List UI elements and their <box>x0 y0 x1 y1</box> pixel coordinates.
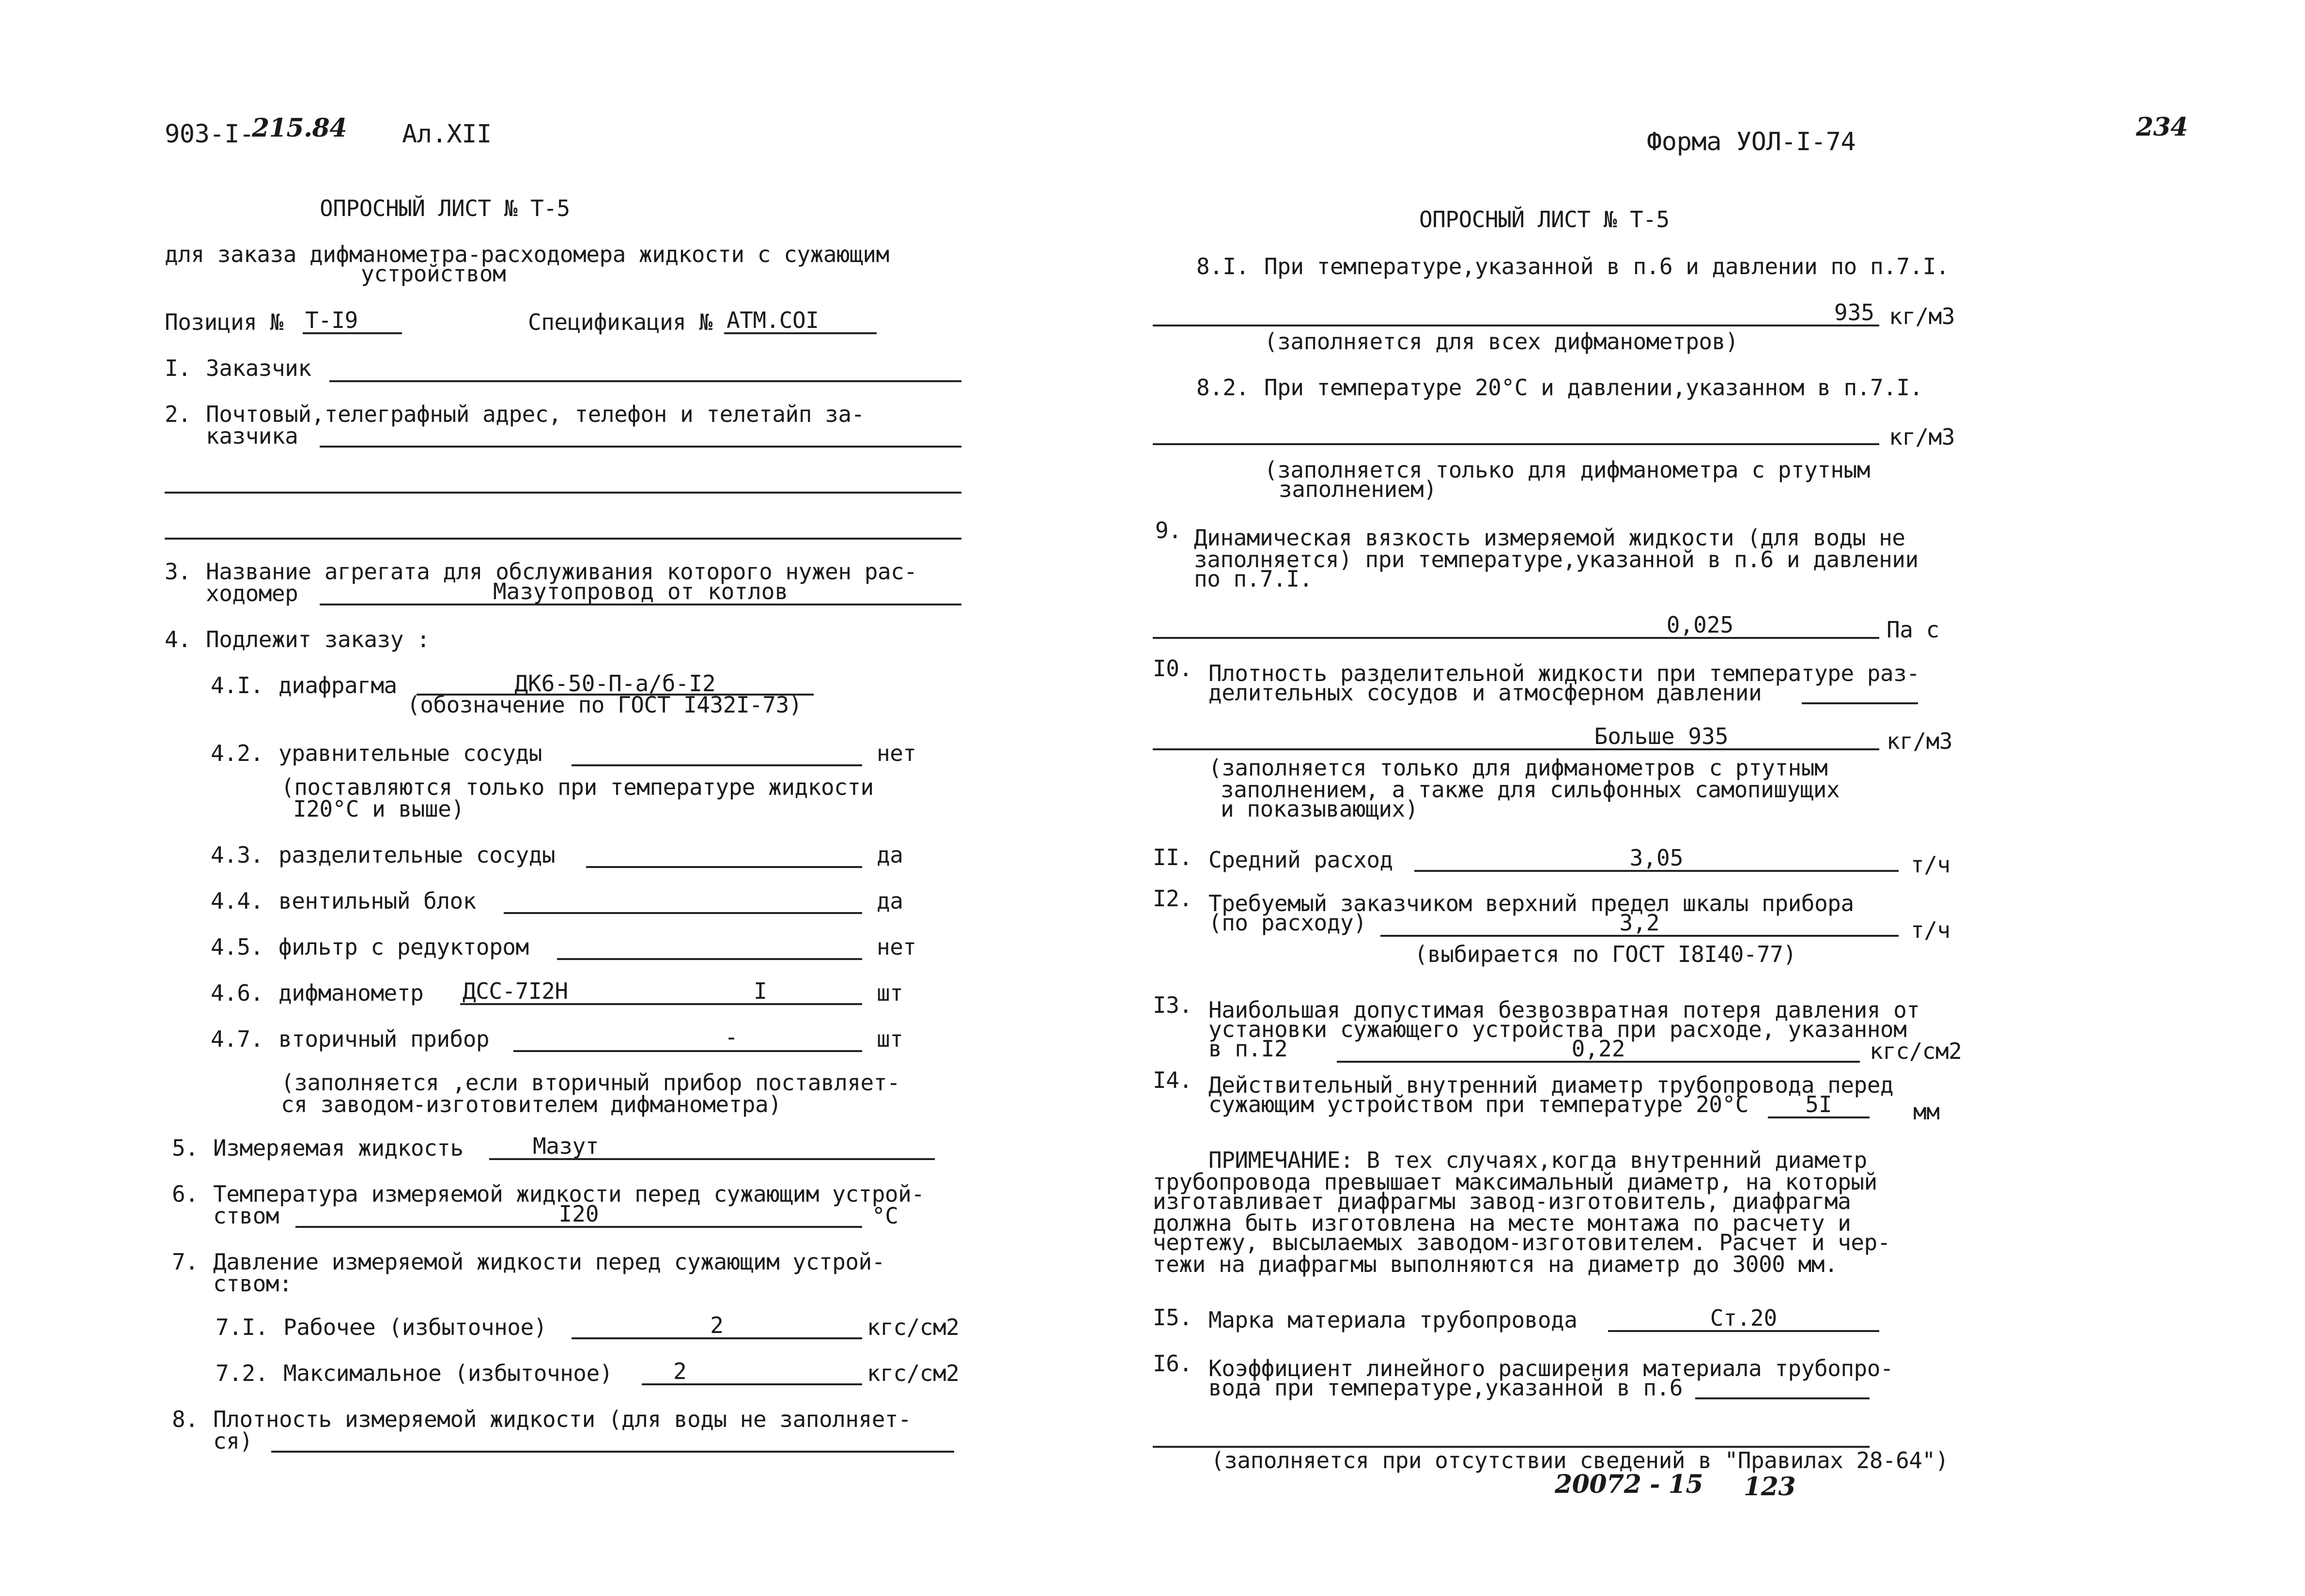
document-code-handwritten: 215.84 <box>252 113 347 143</box>
item-4-5-number: 4.5. <box>211 934 263 960</box>
item-11-label: Средний расход <box>1208 847 1393 873</box>
item-4-label: Подлежит заказу : <box>206 626 430 652</box>
item-13-line-2: установки сужающего устройства при расходе, указанном <box>1208 1016 1907 1042</box>
item-15-label: Марка материала трубопровода <box>1208 1307 1578 1333</box>
item-10-note-2: заполнением, а также для сильфонных самопишущих <box>1221 776 1840 803</box>
item-4-2-number: 4.2. <box>211 740 263 766</box>
item-6-line-1: Температура измеряемой жидкости перед сужающим устрой- <box>213 1181 925 1207</box>
item-2-line-2: казчика <box>206 423 298 449</box>
item-8-line-1: Плотность измеряемой жидкости (для воды не заполняет- <box>213 1406 912 1432</box>
item-4-7-number: 4.7. <box>211 1026 263 1052</box>
item-16-note: (заполняется при отсутствии сведений в "Правилах 28-64") <box>1211 1447 1949 1473</box>
note-line-2: трубопровода превышает максимальный диаметр, на который <box>1153 1169 1877 1195</box>
item-15-underline <box>1608 1330 1879 1332</box>
item-4-3-value: да <box>877 842 903 868</box>
item-4-2-note-1: (поставляются только при температуре жидкости <box>281 774 874 800</box>
item-11-number: II. <box>1153 844 1192 870</box>
item-9-unit: Па с <box>1887 617 1939 643</box>
page-number-handwritten: 234 <box>2136 112 2188 142</box>
item-10-underline-a <box>1802 702 1918 704</box>
item-1-label: Заказчик <box>206 355 311 381</box>
spec-underline <box>724 332 877 334</box>
item-7-number: 7. <box>172 1249 199 1275</box>
item-4-2-underline <box>572 764 862 766</box>
item-13-number: I3. <box>1153 992 1192 1018</box>
item-13-underline <box>1337 1061 1860 1063</box>
item-11-underline <box>1414 870 1899 872</box>
item-2-number: 2. <box>165 401 191 427</box>
album-label: Ал.XII <box>402 120 492 149</box>
item-14-line-2: сужающим устройством при температуре 20°С <box>1208 1091 1748 1117</box>
subtitle-line-1: для заказа дифманометра-расходомера жидкости с сужающим <box>165 241 889 267</box>
item-6-value: I20 <box>558 1201 599 1227</box>
item-7-2-unit: кгс/см2 <box>867 1360 959 1386</box>
position-underline <box>303 332 402 334</box>
item-13-unit: кгс/см2 <box>1870 1038 1962 1064</box>
item-13-line-1: Наибольшая допустимая безвозвратная потеря давления от <box>1208 997 1920 1023</box>
item-12-number: I2. <box>1153 885 1192 912</box>
item-4-1-label: диафрагма <box>278 672 397 698</box>
item-16-line-1: Коэффициент линейного расширения материала трубопро- <box>1208 1355 1894 1381</box>
item-8-1-note: (заполняется для всех дифманометров) <box>1264 328 1738 355</box>
item-13-value: 0,22 <box>1571 1036 1625 1062</box>
item-4-5-label: фильтр с редуктором <box>278 934 529 960</box>
note-line-1: ПРИМЕЧАНИЕ: В тех случаях,когда внутренний диаметр <box>1208 1147 1867 1173</box>
item-13-line-3: в п.I2 <box>1208 1036 1288 1062</box>
item-12-line-1: Требуемый заказчиком верхний предел шкалы прибора <box>1208 890 1854 916</box>
item-4-1-value: ДК6-50-П-а/б-I2 <box>514 670 716 697</box>
item-14-line-1: Действительный внутренний диаметр трубопровода перед <box>1208 1072 1894 1098</box>
item-3-value: Мазутопровод от котлов <box>493 578 789 604</box>
item-7-2-number: 7.2. <box>216 1360 268 1386</box>
note-line-5: чертежу, высылаемых заводом-изготовителем. Расчет и чер- <box>1153 1229 1890 1255</box>
footer-handwritten-code: 123 <box>1744 1472 1796 1502</box>
item-3-line-2: ходомер <box>206 580 298 606</box>
item-8-line-2: ся) <box>213 1428 253 1454</box>
item-4-2-note-2: I20°С и выше) <box>293 796 464 822</box>
item-4-7-unit: шт <box>877 1026 903 1052</box>
item-6-underline <box>295 1226 862 1228</box>
address-field-line-1 <box>320 446 961 448</box>
item-4-2-label: уравнительные сосуды <box>278 740 542 766</box>
spec-value: АТМ.СОI <box>727 307 819 333</box>
item-10-line-2: делительных сосудов и атмосферном давлении <box>1208 680 1762 706</box>
item-11-unit: т/ч <box>1911 852 1950 878</box>
item-4-7-label: вторичный прибор <box>278 1026 490 1052</box>
item-4-4-value: да <box>877 888 903 914</box>
item-4-6-quantity: I <box>754 978 767 1004</box>
item-15-number: I5. <box>1153 1304 1192 1331</box>
item-4-7-note-1: (заполняется ,если вторичный прибор поставляет- <box>281 1069 900 1096</box>
item-1-number: I. <box>165 355 191 381</box>
item-12-value: 3,2 <box>1619 910 1660 936</box>
item-10-value: Больше 935 <box>1594 723 1729 749</box>
item-8-2-unit: кг/м3 <box>1889 424 1955 450</box>
item-4-3-underline <box>586 866 862 868</box>
item-11-value: 3,05 <box>1629 845 1684 871</box>
address-field-line-3 <box>165 538 961 540</box>
item-8-2-note-2: заполнением) <box>1279 476 1437 502</box>
address-field-line-2 <box>165 492 961 494</box>
item-7-line-1: Давление измеряемой жидкости перед сужающим устрой- <box>213 1249 885 1275</box>
item-10-number: I0. <box>1153 655 1192 682</box>
item-9-number: 9. <box>1155 517 1182 543</box>
item-14-underline <box>1768 1116 1870 1118</box>
item-16-line-2: вода при температуре,указанной в п.6 <box>1208 1375 1683 1401</box>
form-label: Форма УОЛ-I-74 <box>1647 127 1856 156</box>
item-4-2-value: нет <box>877 740 916 766</box>
item-12-note: (выбирается по ГОСТ I8I40-77) <box>1414 941 1796 967</box>
item-4-4-underline <box>504 912 862 914</box>
item-7-line-2: ством: <box>213 1271 293 1297</box>
note-line-4: должна быть изготовлена на месте монтажа по расчету и <box>1153 1210 1851 1236</box>
item-4-5-value: нет <box>877 934 916 960</box>
item-4-4-number: 4.4. <box>211 888 263 914</box>
item-4-6-underline <box>460 1003 862 1005</box>
item-9-underline <box>1153 637 1879 639</box>
item-8-1-unit: кг/м3 <box>1889 303 1955 329</box>
item-10-unit: кг/м3 <box>1887 728 1952 754</box>
item-16-number: I6. <box>1153 1350 1192 1377</box>
note-line-6: тежи на диафрагмы выполняются на диаметр до 3000 мм. <box>1153 1251 1838 1277</box>
item-10-underline-b <box>1153 748 1879 750</box>
item-6-line-2: ством <box>213 1203 279 1229</box>
item-4-1-number: 4.I. <box>211 672 263 698</box>
item-9-line-2: заполняется) при температуре,указанной в п.6 и давлении <box>1194 546 1918 573</box>
item-3-line-1: Название агрегата для обслуживания которого нужен рас- <box>206 558 917 585</box>
item-4-7-underline <box>513 1050 862 1052</box>
item-8-1-number: 8.I. <box>1196 253 1249 279</box>
item-4-3-label: разделительные сосуды <box>278 842 556 868</box>
item-4-1-note: (обозначение по ГОСТ I432I-73) <box>407 692 802 718</box>
left-page <box>0 0 1133 1596</box>
footer-handwritten-number: 20072 - 15 <box>1555 1470 1703 1499</box>
item-6-number: 6. <box>172 1181 199 1207</box>
item-4-number: 4. <box>165 626 191 652</box>
item-5-number: 5. <box>172 1135 199 1161</box>
item-5-label: Измеряемая жидкость <box>213 1135 464 1161</box>
item-8-2-underline <box>1153 443 1879 445</box>
item-4-6-unit: шт <box>877 980 903 1006</box>
item-4-6-model: ДСС-7I2Н <box>463 978 568 1004</box>
item-7-1-underline <box>572 1337 862 1339</box>
item-4-3-number: 4.3. <box>211 842 263 868</box>
item-4-6-label: дифманометр <box>278 980 424 1006</box>
item-10-note-1: (заполняется только для дифманометров с ртутным <box>1208 755 1828 781</box>
item-3-underline <box>320 604 961 605</box>
item-10-line-1: Плотность разделительной жидкости при температуре раз- <box>1208 660 1920 686</box>
item-9-line-1: Динамическая вязкость измеряемой жидкости (для воды не <box>1194 525 1905 551</box>
item-5-underline <box>489 1158 935 1160</box>
document-code: 903-I- <box>165 120 254 149</box>
item-8-1-underline <box>1153 325 1879 326</box>
item-10-note-3: и показывающих) <box>1221 796 1418 822</box>
item-8-2-number: 8.2. <box>1196 374 1249 401</box>
item-8-underline <box>271 1451 954 1453</box>
item-9-line-3: по п.7.I. <box>1194 566 1313 592</box>
item-4-7-note-2: ся заводом-изготовителем дифманометра) <box>281 1091 782 1117</box>
item-14-value: 5I <box>1805 1091 1832 1117</box>
item-8-1-label: При температуре,указанной в п.6 и давлении по п.7.I. <box>1264 253 1949 279</box>
item-14-unit: мм <box>1913 1099 1940 1125</box>
subtitle-line-2: устройством <box>361 261 506 287</box>
item-12-underline <box>1380 935 1899 937</box>
item-8-2-note-1: (заполняется только для дифманометра с ртутным <box>1264 457 1870 483</box>
item-8-number: 8. <box>172 1406 199 1432</box>
position-value: Т-I9 <box>305 307 358 333</box>
item-7-2-underline <box>642 1383 862 1385</box>
item-7-2-value: 2 <box>673 1358 687 1384</box>
right-page-title: ОПРОСНЫЙ ЛИСТ № Т-5 <box>1419 206 1670 232</box>
right-page <box>1133 0 2305 1596</box>
item-4-4-label: вентильный блок <box>278 888 476 914</box>
item-2-line-1: Почтовый,телеграфный адрес, телефон и телетайп за- <box>206 401 865 427</box>
item-7-1-number: 7.I. <box>216 1314 268 1340</box>
item-3-number: 3. <box>165 558 191 585</box>
item-15-value: Ст.20 <box>1710 1305 1778 1331</box>
item-6-unit: °С <box>872 1203 898 1229</box>
item-14-number: I4. <box>1153 1067 1192 1093</box>
item-16-underline-a <box>1695 1397 1870 1399</box>
item-4-6-number: 4.6. <box>211 980 263 1006</box>
item-7-1-label: Рабочее (избыточное) <box>283 1314 547 1340</box>
position-label: Позиция № <box>165 309 283 335</box>
item-5-value: Мазут <box>533 1133 599 1159</box>
customer-field-line <box>329 380 961 382</box>
item-12-line-2: (по расходу) <box>1208 910 1367 936</box>
item-7-2-label: Максимальное (избыточное) <box>283 1360 613 1386</box>
item-8-1-value: 935 <box>1834 299 1874 325</box>
item-12-unit: т/ч <box>1911 917 1950 943</box>
item-7-1-value: 2 <box>710 1312 724 1338</box>
item-7-1-unit: кгс/см2 <box>867 1314 959 1340</box>
spec-label: Спецификация № <box>528 309 712 335</box>
page-title: ОПРОСНЫЙ ЛИСТ № Т-5 <box>320 195 570 221</box>
item-8-2-label: При температуре 20°С и давлении,указанном в п.7.I. <box>1264 374 1923 401</box>
note-line-3: изготавливает диафрагмы завод-изготовитель, диафрагма <box>1153 1188 1851 1214</box>
item-4-7-quantity: - <box>725 1024 738 1050</box>
item-9-value: 0,025 <box>1666 612 1734 638</box>
item-4-5-underline <box>557 958 862 960</box>
